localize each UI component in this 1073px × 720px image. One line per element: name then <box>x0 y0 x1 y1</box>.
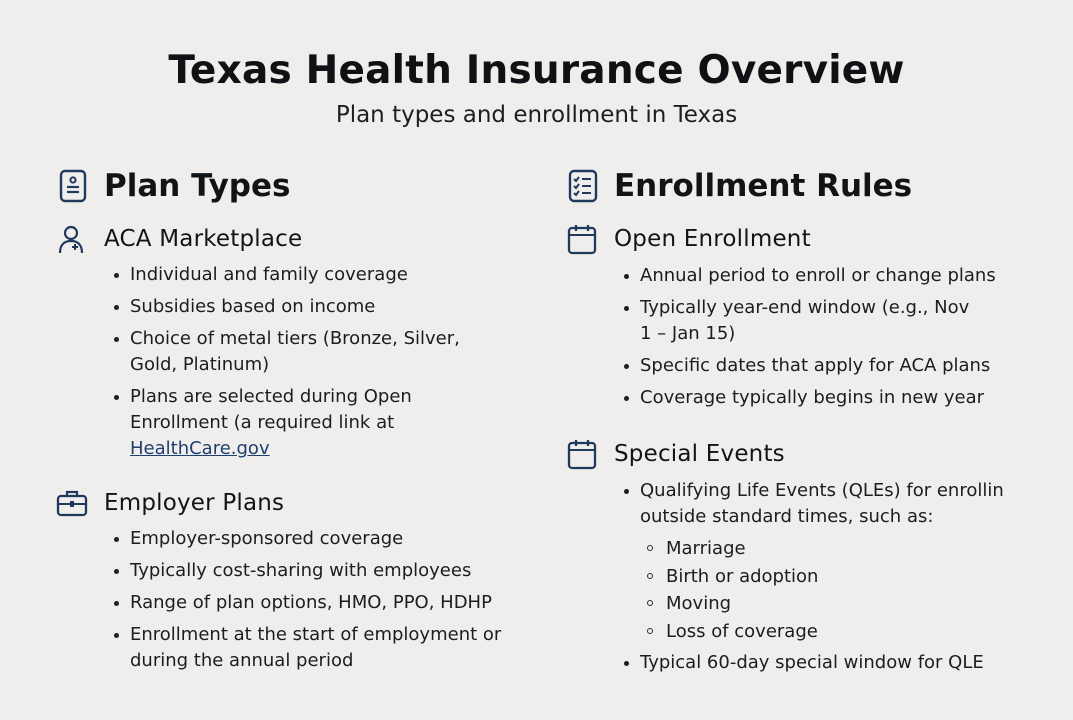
list-item: Annual period to enroll or change plans <box>624 263 1044 289</box>
list-item: Coverage typically begins in new year <box>624 385 1044 411</box>
calendar-icon <box>566 438 598 470</box>
list-item: Moving <box>644 590 944 618</box>
aca-marketplace-heading <box>56 223 302 255</box>
list-item: Employer-sponsored coverage <box>114 526 514 552</box>
open-enrollment-title: Open Enrollment <box>614 226 811 252</box>
list-item: Typical 60-day special window for QLE <box>624 650 1044 676</box>
list-item: Individual and family coverage <box>114 262 484 288</box>
aca-marketplace-title: ACA Marketplace <box>104 226 303 252</box>
list-item: Typically cost-sharing with employees <box>114 558 514 584</box>
list-item: Loss of coverage <box>644 618 944 646</box>
special-events-intro-list <box>624 478 1044 536</box>
special-events-last-list <box>624 650 1044 682</box>
list-item: Typically year-end window (e.g., Nov 1 – Jan 15) <box>624 295 970 347</box>
open-enrollment-bullet-list <box>624 263 1044 417</box>
enrollment-rules-title: Enrollment Rules <box>614 168 913 204</box>
employer-plans-heading <box>56 487 284 519</box>
plan-types-title: Plan Types <box>104 168 291 204</box>
qle-sub-list <box>644 535 944 645</box>
aca-bullet-list <box>114 262 484 468</box>
enrollment-rules-heading <box>566 168 912 204</box>
special-events-heading <box>566 438 785 470</box>
checklist-icon <box>566 169 600 203</box>
person-icon <box>56 223 88 255</box>
employer-plans-title: Employer Plans <box>104 490 285 516</box>
list-item-text: Plans are selected during Open Enrollment (a required link at <box>130 386 412 433</box>
list-item: Range of plan options, HMO, PPO, HDHP <box>114 590 514 616</box>
list-item: Marriage <box>644 535 944 563</box>
list-item: Qualifying Life Events (QLEs) for enrollin outside standard times, such as: <box>624 478 1050 530</box>
page-subtitle: Plan types and enrollment in Texas <box>335 102 738 128</box>
list-item: Subsidies based on income <box>114 294 484 320</box>
list-item: Choice of metal tiers (Bronze, Silver, Gold, Platinum) <box>114 326 484 378</box>
plan-types-heading <box>56 168 290 204</box>
special-events-title: Special Events <box>614 441 785 467</box>
employer-bullet-list <box>114 526 514 680</box>
list-item: Birth or adoption <box>644 563 944 591</box>
list-item <box>114 384 470 462</box>
calendar-icon <box>566 223 598 255</box>
list-item: Specific dates that apply for ACA plans <box>624 353 1044 379</box>
open-enrollment-heading <box>566 223 811 255</box>
page-title: Texas Health Insurance Overview <box>168 48 905 93</box>
list-item: Enrollment at the start of employment or during the annual period <box>114 622 510 674</box>
briefcase-icon <box>56 487 88 519</box>
healthcare-gov-link[interactable]: HealthCare.gov <box>130 438 270 459</box>
document-icon <box>56 169 90 203</box>
